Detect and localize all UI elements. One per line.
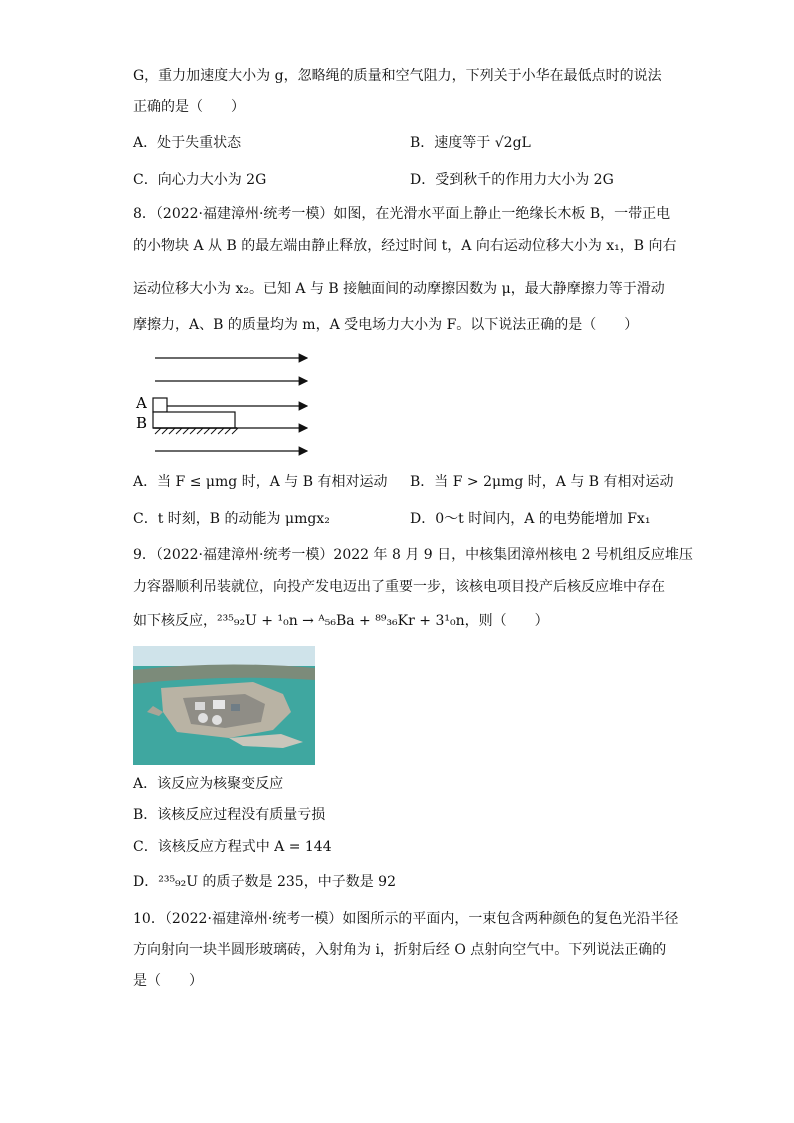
q8-option-c: C．t 时刻，B 的动能为 μmgx₂ [133, 511, 330, 527]
q7-option-b: B．速度等于 √2gL [410, 135, 531, 151]
q9-stem-line3: 如下核反应，²³⁵₉₂U + ¹₀n → ᴬ₅₆Ba + ⁸⁹₃₆Kr + 3¹₀n，则（ ） [133, 613, 549, 629]
q10-stem-line2: 方向射向一块半圆形玻璃砖，入射角为 i，折射后经 O 点射向空气中。下列说法正确的 [133, 942, 667, 958]
nuclear-plant-photo [133, 646, 315, 765]
q8-stem-line4: 摩擦力，A、B 的质量均为 m，A 受电场力大小为 F。以下说法正确的是（ ） [133, 317, 639, 333]
board-b [153, 412, 235, 428]
ground-hatching [155, 428, 238, 434]
label-a: A [136, 394, 147, 412]
block-a [153, 398, 167, 412]
q9-option-a: A．该反应为核聚变反应 [133, 776, 284, 792]
q8-option-a: A．当 F ≤ μmg 时，A 与 B 有相对运动 [133, 474, 388, 490]
q10-stem-line1: 10．（2022·福建漳州·统考一模）如图所示的平面内，一束包含两种颜色的复色光沿半径 [133, 911, 679, 927]
q9-stem-line2: 力容器顺利吊装就位，向投产发电迈出了重要一步，该核电项目投产后核反应堆中存在 [133, 579, 665, 595]
q7-stem-line1: G，重力加速度大小为 g，忽略绳的质量和空气阻力，下列关于小华在最低点时的说法 [133, 68, 662, 84]
q10-stem-line3: 是（ ） [133, 973, 203, 989]
label-b: B [136, 414, 148, 432]
q8-stem-line2: 的小物块 A 从 B 的最左端由静止释放，经过时间 t，A 向右运动位移大小为 x₁，B 向右 [133, 238, 677, 254]
q8-option-b: B．当 F > 2μmg 时，A 与 B 有相对运动 [410, 474, 674, 490]
q9-option-c: C．该核反应方程式中 A = 144 [133, 839, 332, 855]
q9-option-d: D．²³⁵₉₂U 的质子数是 235，中子数是 92 [133, 874, 396, 890]
q7-stem-line2: 正确的是（ ） [133, 99, 245, 115]
q7-option-c: C．向心力大小为 2G [133, 172, 267, 188]
q8-option-d: D．0～t 时间内，A 的电势能增加 Fx₁ [410, 511, 651, 527]
electric-field-diagram [133, 350, 313, 462]
q8-stem-line1: 8．（2022·福建漳州·统考一模）如图，在光滑水平面上静止一绝缘长木板 B，一带正电 [133, 206, 671, 222]
q9-stem-line1: 9．（2022·福建漳州·统考一模）2022 年 8 月 9 日，中核集团漳州核电 2 号机组反应堆压 [133, 547, 693, 563]
q7-option-d: D．受到秋千的作用力大小为 2G [410, 172, 614, 188]
field-lines [155, 358, 307, 451]
q9-option-b: B．该核反应过程没有质量亏损 [133, 807, 326, 823]
q7-option-a: A．处于失重状态 [133, 135, 242, 151]
q8-stem-line3: 运动位移大小为 x₂。已知 A 与 B 接触面间的动摩擦因数为 μ，最大静摩擦力等于滑动 [133, 281, 665, 297]
